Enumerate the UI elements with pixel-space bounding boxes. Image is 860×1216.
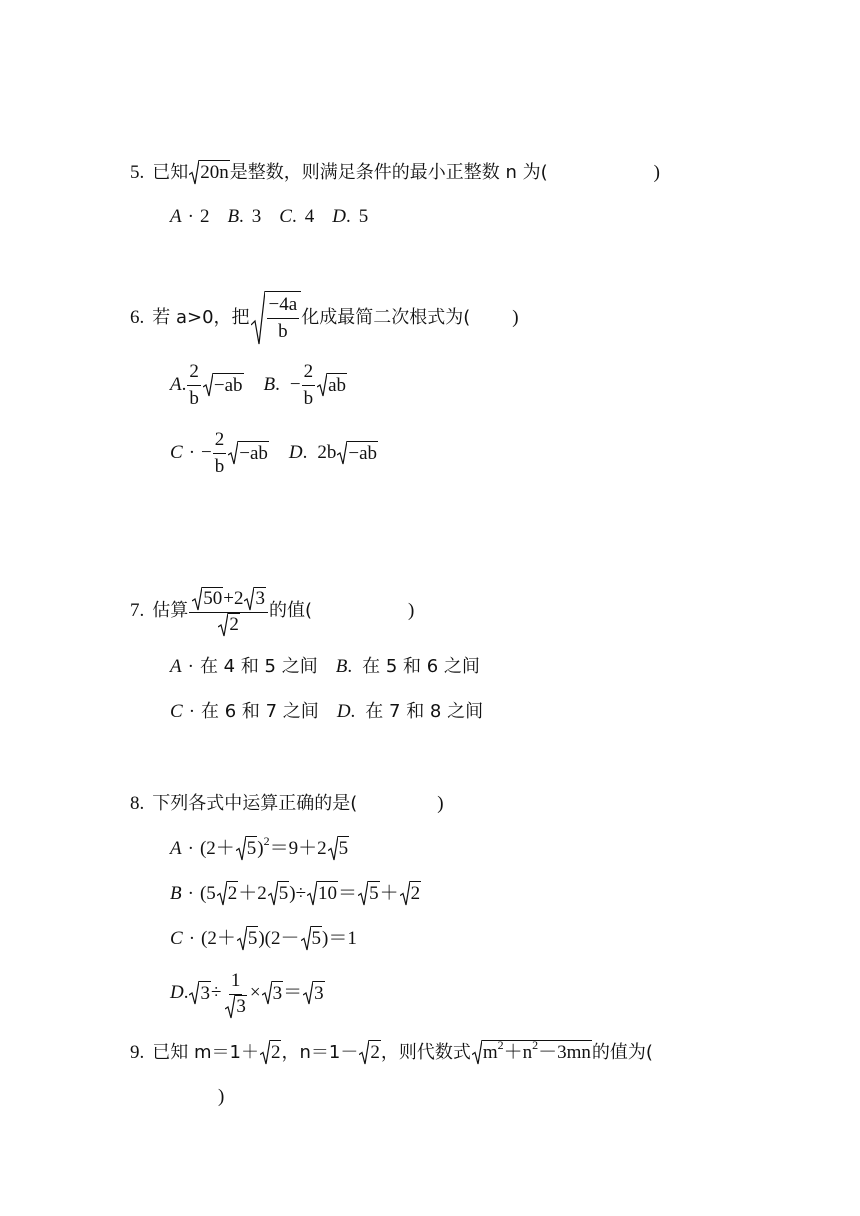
question-text: 估算: [152, 600, 189, 621]
option-d-value: 5: [358, 206, 369, 227]
option-separator: .: [350, 701, 356, 722]
radical-sign-icon: [236, 836, 246, 861]
radical-sign-icon: [225, 995, 235, 1019]
sqrt-expression: [192, 587, 223, 611]
minus-sign: −: [201, 442, 212, 463]
option-separator: .: [347, 656, 353, 677]
fraction-denominator: b: [303, 387, 314, 409]
option-c-letter: C: [170, 927, 183, 949]
radical-sign-icon: [400, 881, 410, 906]
radical-sign-icon: [189, 160, 199, 185]
answer-bracket-close: ): [512, 307, 519, 328]
sqrt-expression: [203, 373, 244, 397]
sqrt-expression: m 2 ＋n 2 －3mn: [472, 1040, 592, 1065]
question-9-close: [218, 1085, 224, 1109]
radical-sign-icon: [301, 926, 311, 951]
answer-bracket-close: ): [218, 1086, 225, 1107]
radicand: ab: [328, 374, 347, 396]
question-5-options: [170, 205, 368, 229]
radical-sign-icon: [303, 981, 313, 1005]
fraction: [189, 586, 268, 637]
sqrt-expression: 10: [307, 881, 338, 906]
fraction: [187, 359, 201, 412]
question-text: 是整数，则满足条件的最小正整数 n 为(: [229, 161, 548, 183]
question-8-option-d: D . 3 ÷ $\frac{1}{3}$ × 3 ＝ 3: [170, 969, 324, 1017]
sqrt-expression: [228, 441, 269, 465]
option-b-letter: B: [170, 882, 182, 904]
radicand: 20n: [200, 162, 229, 183]
sqrt-expression: 5: [237, 926, 259, 951]
option-separator: ·: [187, 882, 194, 904]
answer-bracket-close: ): [437, 793, 444, 814]
fraction-numerator: 2: [187, 359, 201, 386]
plus-term: +2: [223, 587, 244, 609]
radicand: −ab: [239, 442, 268, 464]
question-text: 已知: [152, 161, 189, 183]
question-text: 的值(: [268, 600, 312, 621]
option-d-text: 在 7 和 8 之间: [365, 701, 484, 722]
sqrt-expression: [337, 441, 378, 465]
question-6-options-ab: [170, 358, 347, 412]
question-text: ，n＝1－: [281, 1041, 359, 1063]
option-a-letter: A: [170, 837, 182, 859]
option-b-letter: B: [263, 374, 276, 395]
option-separator: ·: [188, 442, 196, 463]
radical-sign-icon: [244, 587, 254, 611]
sqrt-expression: [251, 291, 302, 345]
question-number: 5.: [130, 161, 145, 183]
sqrt-expression: 3: [262, 981, 284, 1005]
question-text: ，则代数式: [380, 1041, 471, 1063]
option-c-letter: C: [170, 442, 183, 463]
radicand: 2: [270, 1042, 281, 1063]
minus-sign: −: [289, 374, 301, 395]
sqrt-expression: [218, 613, 240, 637]
sqrt-expression: 5: [301, 926, 323, 951]
option-separator: .: [302, 442, 308, 463]
option-c-value: 4: [304, 206, 315, 227]
question-text: 下列各式中运算正确的是(: [152, 793, 358, 814]
radical-sign-icon: [328, 836, 338, 861]
radical-sign-icon: [260, 1040, 270, 1065]
option-d-letter: D: [288, 442, 303, 463]
answer-bracket-close: ): [408, 600, 415, 621]
sqrt-expression: [260, 1040, 282, 1065]
fraction-denominator: b: [189, 387, 199, 409]
sqrt-expression: 5: [358, 881, 380, 906]
radical-sign-icon: [317, 373, 327, 397]
option-a-letter: A: [170, 656, 182, 677]
radical-sign-icon: [217, 881, 227, 906]
option-c-letter: C: [279, 206, 292, 227]
radical-sign-icon: [192, 587, 202, 611]
option-separator: ·: [188, 701, 196, 722]
radicand: 3: [255, 588, 265, 609]
option-b-letter: B: [227, 206, 240, 227]
radical-sign-icon: [268, 881, 278, 906]
option-a-value: 2: [199, 206, 210, 227]
fraction-numerator: 2: [302, 359, 316, 386]
sqrt-expression: 3: [189, 981, 211, 1005]
radical-sign-icon: [237, 926, 247, 951]
question-number: 9.: [130, 1041, 145, 1063]
option-d-letter: D: [332, 206, 346, 227]
sqrt-expression: 5: [328, 836, 350, 861]
option-separator: .: [239, 206, 244, 227]
radical-sign-icon: [203, 373, 213, 397]
fraction: [222, 968, 249, 1019]
fraction-numerator: −4a: [267, 292, 300, 319]
question-8-option-a: A · (2＋ 5 ) 2 ＝9＋2 5: [170, 833, 349, 859]
radical-sign-icon: [337, 441, 347, 465]
question-text: 若 a>0，把: [152, 307, 250, 328]
radical-sign-icon: [262, 981, 272, 1005]
radicand: −ab: [213, 374, 243, 396]
fraction-numerator: 1: [229, 968, 243, 995]
question-7-options-cd: [170, 700, 483, 724]
option-c-letter: C: [170, 701, 183, 722]
question-number: 8.: [130, 793, 145, 814]
option-separator: .: [181, 374, 187, 395]
question-text: 化成最简二次根式为(: [301, 307, 471, 328]
fraction: [302, 359, 316, 412]
fraction: [267, 292, 300, 345]
question-text: 已知 m＝1＋: [152, 1041, 259, 1063]
option-separator: .: [275, 374, 280, 395]
question-8-option-b: B · (5 2 ＋2 5 )÷ 10 ＝ 5 ＋ 2: [170, 882, 421, 904]
question-5-stem: [130, 160, 660, 185]
option-separator: ·: [187, 656, 194, 677]
sqrt-expression: [244, 587, 266, 611]
radical-sign-icon: [359, 1040, 369, 1065]
sqrt-expression: 2: [217, 881, 239, 906]
sqrt-expression: 3: [225, 995, 247, 1019]
question-6-stem: [130, 290, 519, 346]
option-a-text: 在 4 和 5 之间: [199, 656, 318, 677]
option-a-letter: A: [170, 206, 182, 227]
fraction-denominator: b: [214, 455, 225, 477]
radicand: 50: [203, 588, 223, 609]
sqrt-expression: [317, 373, 347, 397]
fraction-denominator: [222, 995, 249, 1019]
question-8-option-c: C · (2＋ 5 )(2－ 5 )＝1: [170, 927, 357, 949]
radical-sign-icon: [307, 881, 317, 906]
option-separator: .: [183, 982, 189, 1003]
question-number: 6.: [130, 307, 145, 328]
fraction-numerator: 2: [213, 427, 227, 454]
question-number: 7.: [130, 600, 145, 621]
sqrt-expression: 5: [236, 836, 258, 861]
fraction-denominator: b: [278, 321, 288, 342]
radical-sign-icon: [228, 441, 238, 465]
question-7-stem: [130, 582, 414, 640]
option-b-text: 在 5 和 6 之间: [362, 656, 480, 677]
radical-sign-icon: [218, 613, 228, 637]
option-b-letter: B: [335, 656, 348, 677]
coefficient: 2b: [317, 442, 337, 463]
option-separator: .: [345, 206, 351, 227]
option-d-letter: D: [170, 982, 184, 1003]
radical-sign-icon: [251, 291, 265, 345]
radical-sign-icon: [358, 881, 368, 906]
radicand: 2: [229, 614, 239, 635]
question-9-stem: [130, 1040, 653, 1065]
sqrt-expression: 3: [303, 981, 325, 1005]
answer-bracket-close: ): [653, 161, 660, 183]
fraction-denominator: [215, 613, 242, 637]
option-separator: .: [291, 206, 297, 227]
fraction-numerator: [189, 586, 268, 613]
fraction: [213, 427, 227, 480]
radicand: −ab: [348, 442, 378, 464]
option-c-text: 在 6 和 7 之间: [201, 701, 319, 722]
question-8-stem: [130, 792, 444, 816]
radical-sign-icon: [472, 1040, 482, 1065]
sqrt-expression: [359, 1040, 381, 1065]
option-separator: ·: [187, 206, 194, 227]
option-a-letter: A: [170, 374, 182, 395]
option-b-value: 3: [251, 206, 262, 227]
sqrt-expression: [189, 160, 230, 185]
radicand: 2: [370, 1042, 380, 1063]
sqrt-expression: 5: [268, 881, 290, 906]
question-6-options-cd: [170, 426, 378, 480]
option-separator: ·: [187, 837, 194, 859]
radical-sign-icon: [189, 981, 199, 1005]
question-7-options-ab: [170, 655, 480, 679]
option-d-letter: D: [336, 701, 351, 722]
sqrt-expression: 2: [400, 881, 422, 906]
question-text: 的值为(: [591, 1041, 653, 1063]
option-separator: ·: [188, 927, 196, 949]
